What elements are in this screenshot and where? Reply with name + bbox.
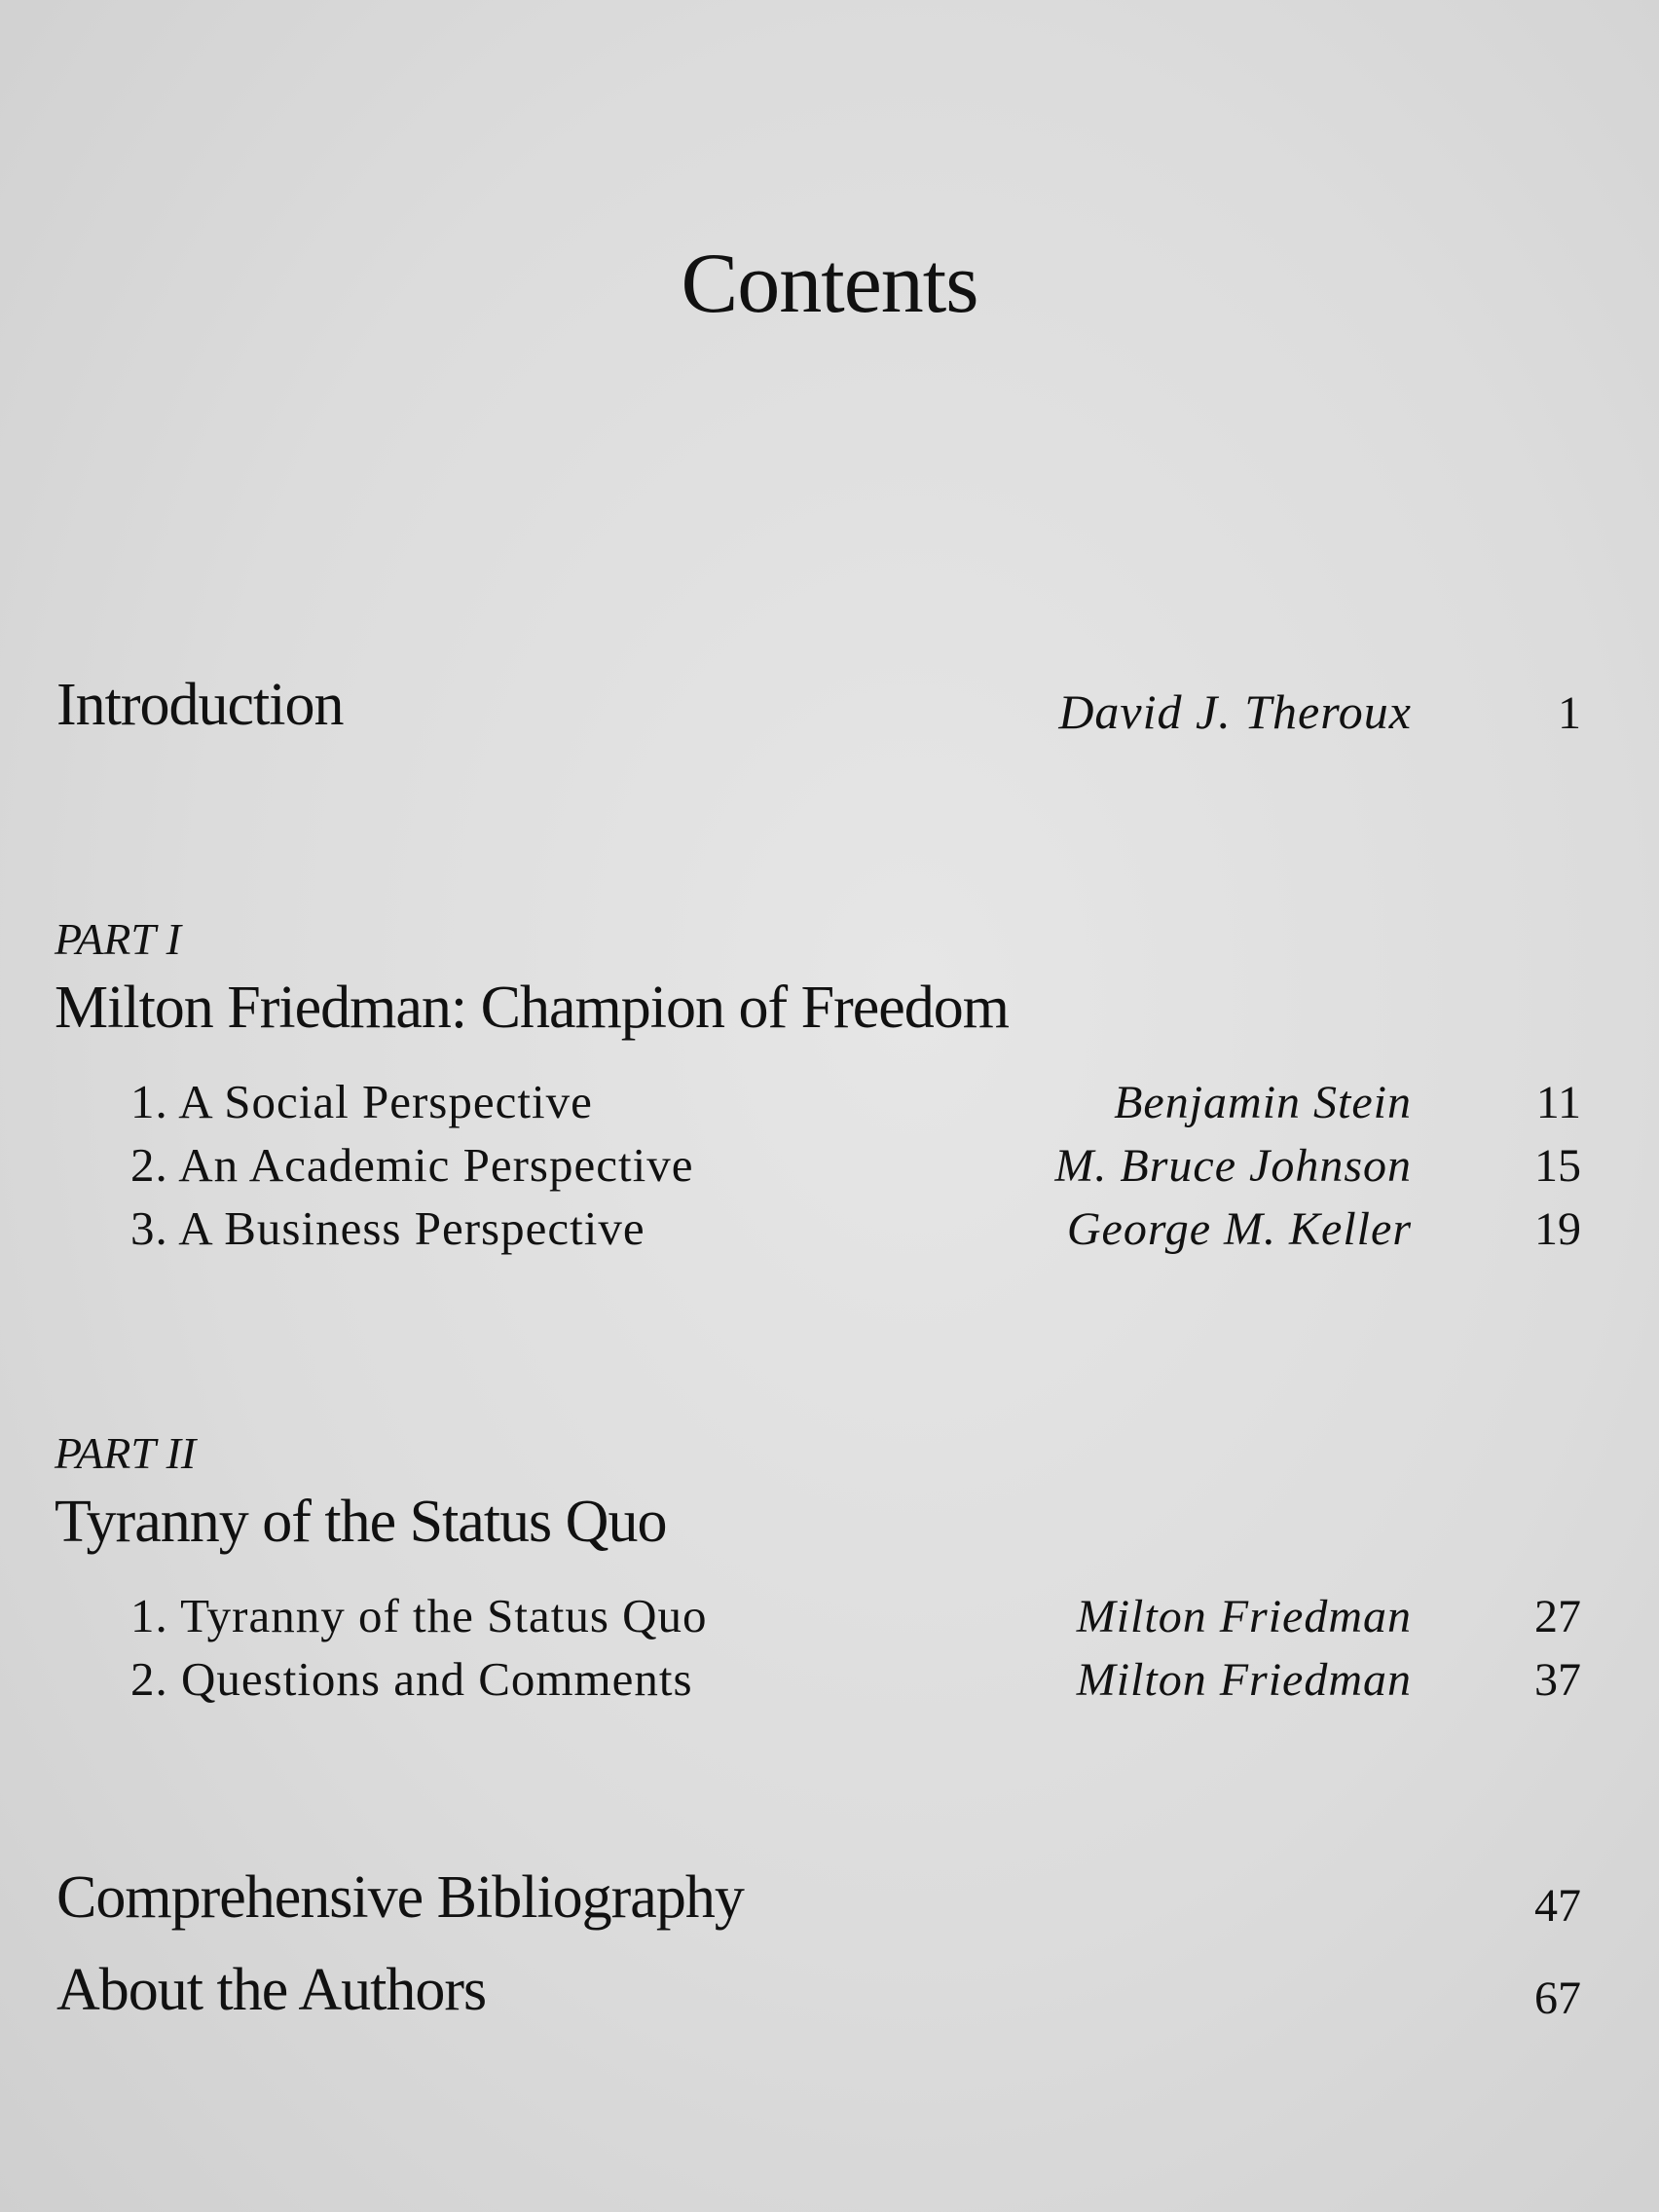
toc-entry-label: 2. An Academic Perspective bbox=[130, 1138, 694, 1192]
toc-entry-page: 67 bbox=[1534, 1972, 1581, 2024]
part-label: PART II bbox=[55, 1428, 197, 1478]
page-title: Contents bbox=[681, 237, 978, 331]
toc-entry-author: M. Bruce Johnson bbox=[1054, 1140, 1412, 1192]
toc-entry-page: 27 bbox=[1534, 1591, 1581, 1642]
part-label: PART I bbox=[55, 914, 181, 964]
toc-entry-author: Milton Friedman bbox=[1076, 1654, 1412, 1706]
toc-entry-page: 11 bbox=[1535, 1077, 1581, 1128]
toc-entry-label: 3. A Business Perspective bbox=[130, 1201, 645, 1255]
toc-entry-about-authors[interactable] bbox=[56, 1957, 1581, 2025]
part-title: Tyranny of the Status Quo bbox=[55, 1489, 667, 1555]
toc-entry-label: 1. Tyranny of the Status Quo bbox=[130, 1589, 708, 1642]
toc-entry-label: 2. Questions and Comments bbox=[130, 1652, 693, 1706]
toc-entry-bibliography[interactable] bbox=[56, 1864, 1581, 1933]
toc-entry-page: 1 bbox=[1558, 687, 1581, 739]
toc-entry-author: David J. Theroux bbox=[1058, 684, 1412, 739]
toc-entry-page: 19 bbox=[1534, 1203, 1581, 1255]
toc-entry-author: George M. Keller bbox=[1066, 1203, 1412, 1255]
toc-entry-label: Comprehensive Bibliography bbox=[56, 1864, 744, 1931]
toc-entry-author: Benjamin Stein bbox=[1114, 1077, 1412, 1128]
toc-entry-label: Introduction bbox=[56, 672, 344, 738]
toc-entry-author: Milton Friedman bbox=[1076, 1591, 1412, 1642]
toc-entry-chapter[interactable] bbox=[56, 1061, 1581, 1129]
toc-entry-chapter[interactable] bbox=[56, 1575, 1581, 1643]
toc-entry-chapter[interactable] bbox=[56, 1124, 1581, 1193]
toc-entry-label: About the Authors bbox=[56, 1957, 487, 2023]
toc-entry-chapter[interactable] bbox=[56, 1188, 1581, 1256]
toc-entry-page: 15 bbox=[1534, 1140, 1581, 1192]
toc-entry-chapter[interactable] bbox=[56, 1639, 1581, 1707]
toc-entry-introduction[interactable] bbox=[56, 672, 1581, 740]
part-title: Milton Friedman: Champion of Freedom bbox=[55, 975, 1010, 1041]
toc-entry-label: 1. A Social Perspective bbox=[130, 1075, 593, 1128]
toc-entry-page: 47 bbox=[1534, 1880, 1581, 1932]
toc-entry-page: 37 bbox=[1534, 1654, 1581, 1706]
